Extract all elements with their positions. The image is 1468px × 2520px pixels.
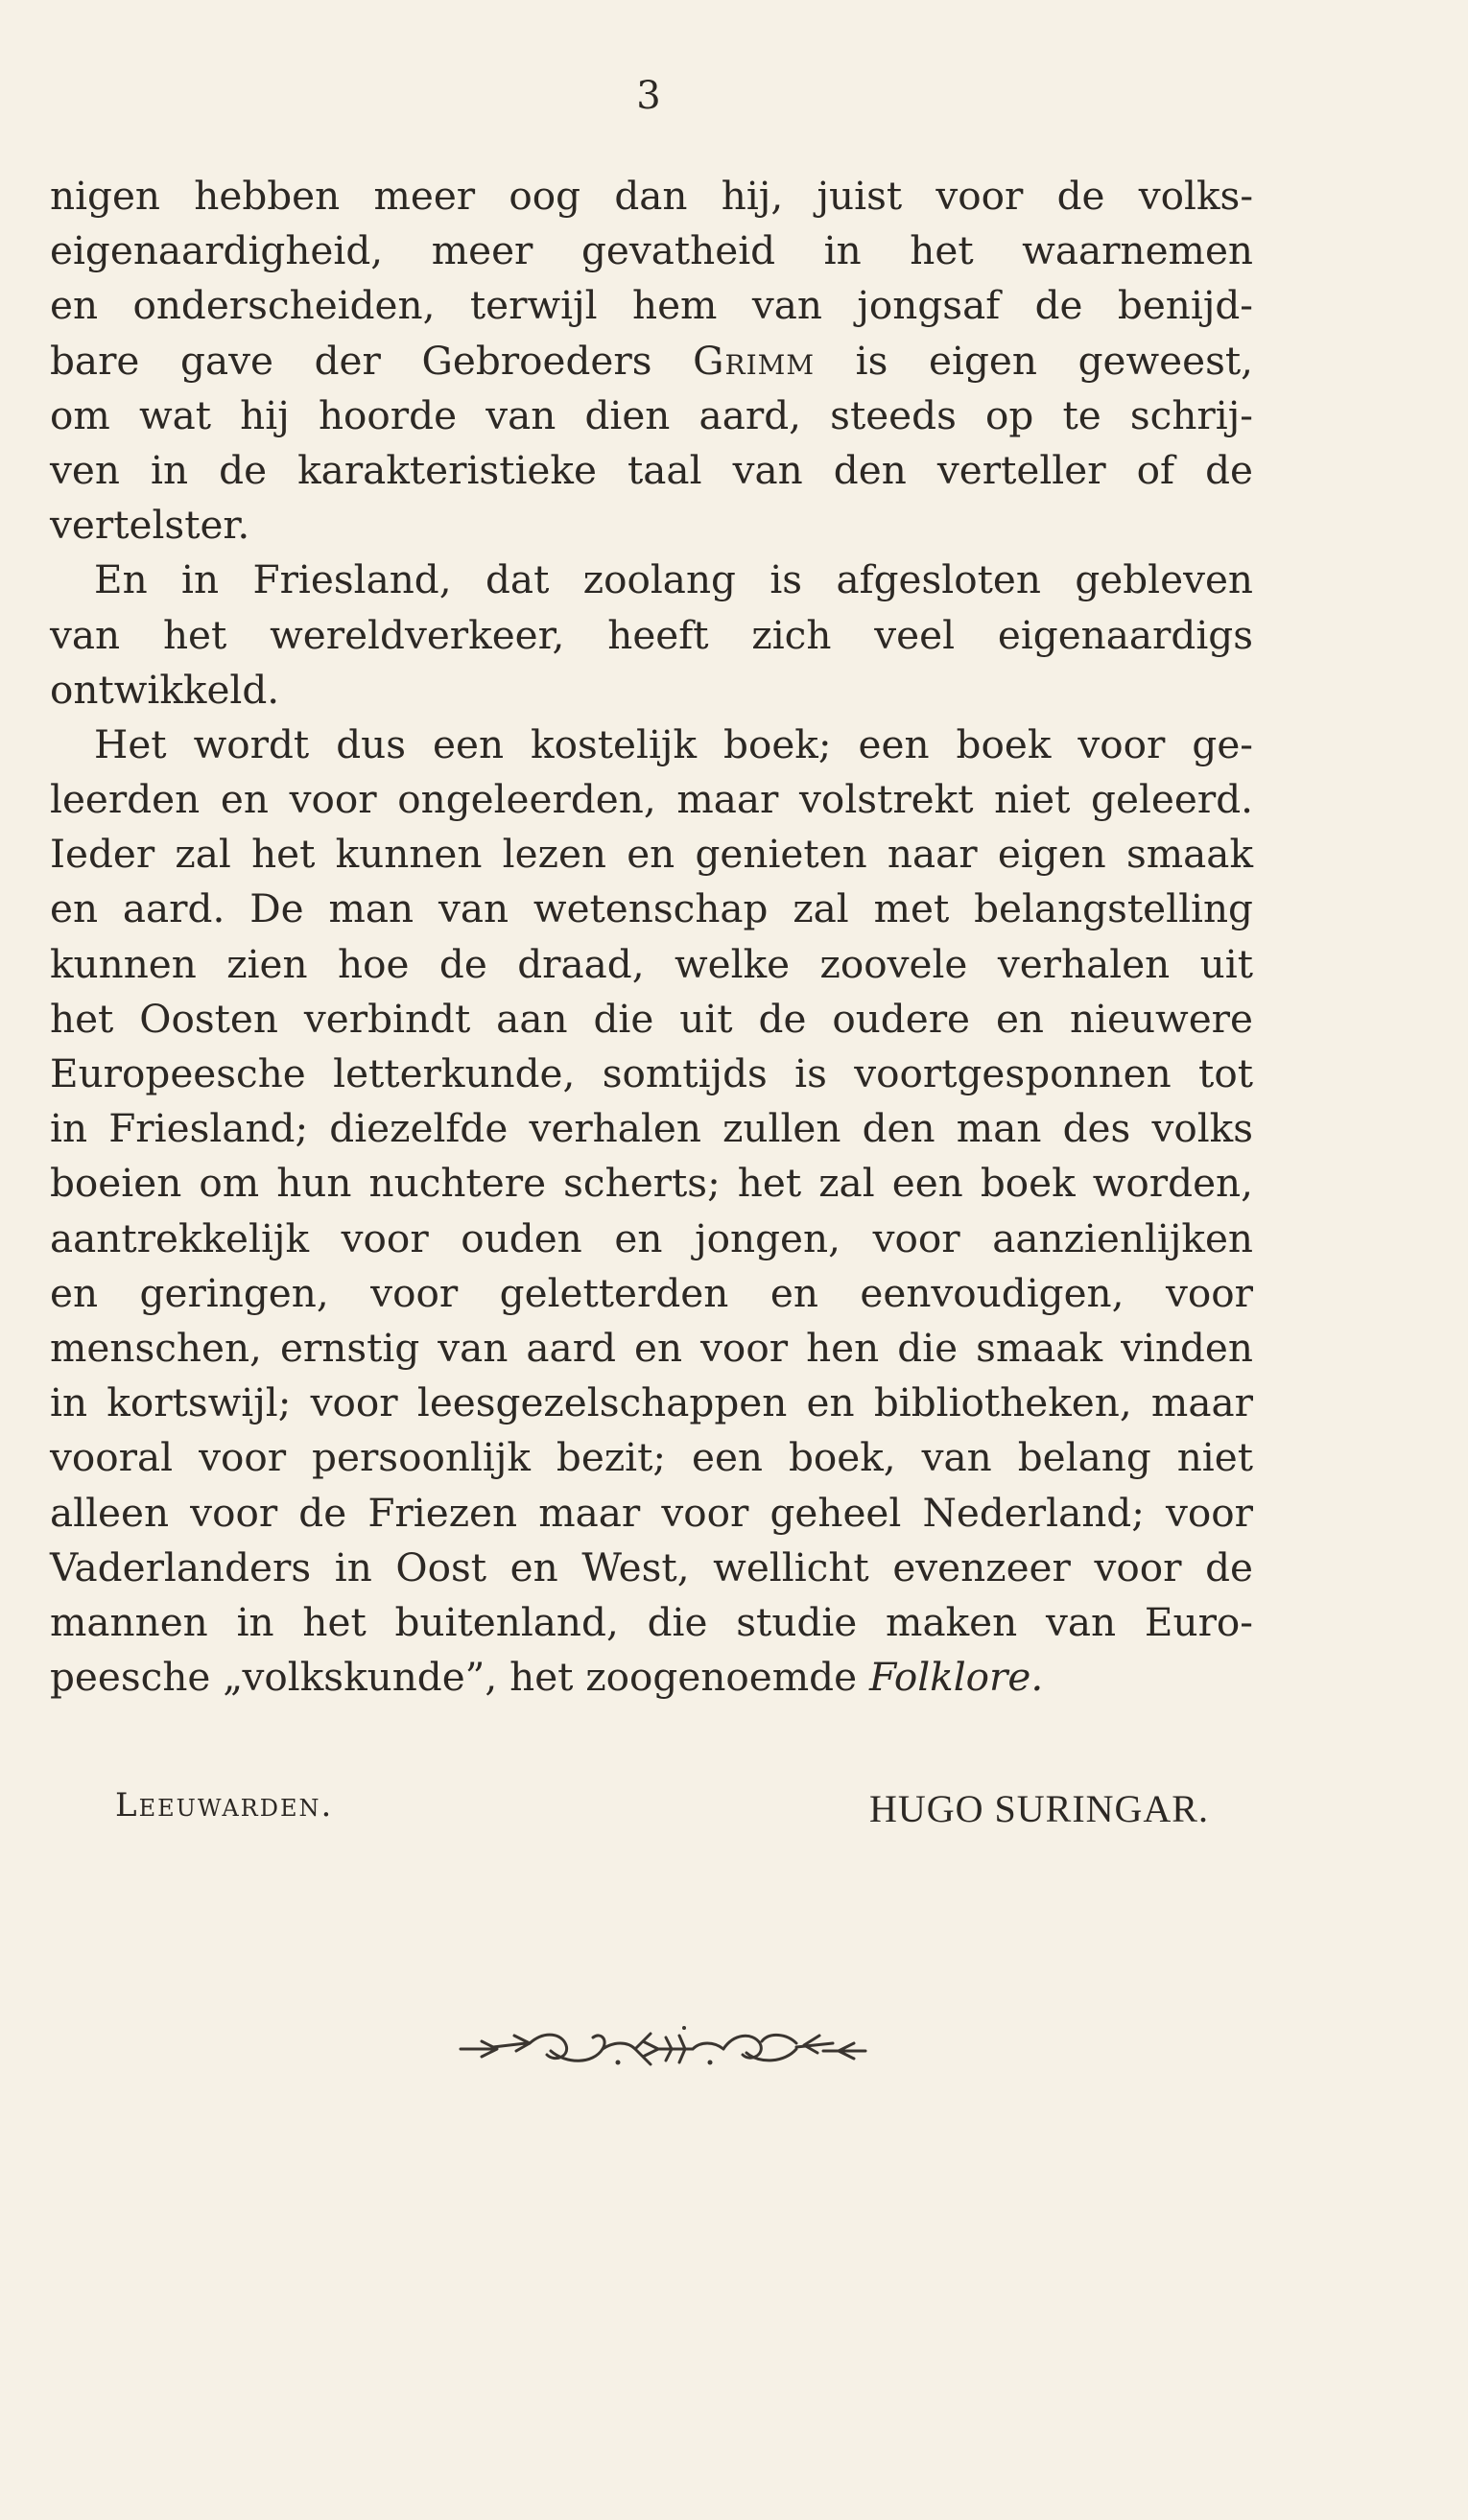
signature-author: HUGO SURINGAR. — [868, 1787, 1209, 1830]
text-line: boeien om hun nuchtere scherts; het zal een boek worden, — [50, 1160, 1253, 1207]
name-grimm: Grimm — [693, 337, 816, 384]
text-segment: peesche „volkskunde”, het zoogenoemde — [50, 1654, 858, 1701]
text-line: Vaderlanders in Oost en West, wellicht evenzeer voor de — [50, 1543, 1253, 1590]
text-line: in Friesland; diezelfde verhalen zullen den man des volks — [50, 1105, 1253, 1152]
signature-block — [115, 1786, 1209, 1844]
body-text — [50, 169, 1253, 1705]
text-line: nigen hebben meer oog dan hij, juist voor de volks- — [50, 173, 1253, 219]
text-line: en aard. De man van wetenschap zal met belangstelling — [50, 885, 1253, 932]
text-line: van het wereldverkeer, heeft zich veel eigenaardigs — [50, 611, 1253, 658]
text-line: alleen voor de Friezen maar voor geheel Nederland; voor — [50, 1489, 1253, 1536]
signature-place: Leeuwarden. — [115, 1786, 334, 1825]
text-line: Ieder zal het kunnen lezen en genieten naar eigen smaak — [50, 831, 1253, 878]
text-line: en geringen, voor geletterden en eenvoudigen, voor — [50, 1269, 1253, 1316]
text-line: menschen, ernstig van aard en voor hen die smaak vinden — [50, 1324, 1253, 1371]
text-line: het Oosten verbindt aan die uit de oudere en nieuwere — [50, 995, 1253, 1042]
text-line: En in Friesland, dat zoolang is afgesloten gebleven — [94, 556, 1253, 603]
text-line: in kortswijl; voor leesgezelschappen en bibliotheken, maar — [50, 1379, 1253, 1426]
text-line: aantrekkelijk voor ouden en jongen, voor aanzienlijken — [50, 1214, 1253, 1261]
text-line: en onderscheiden, terwijl hem van jongsaf de benijd- — [50, 282, 1253, 329]
text-line: kunnen zien hoe de draad, welke zoovele verhalen uit — [50, 940, 1253, 987]
text-line: vooral voor persoonlijk bezit; een boek, van belang niet — [50, 1434, 1253, 1481]
text-segment: bare gave der Gebroeders — [50, 337, 652, 384]
text-line: om wat hij hoorde van dien aard, steeds op te schrij- — [50, 391, 1253, 438]
text-line: Het wordt dus een kostelijk boek; een boek voor ge- — [94, 720, 1253, 767]
text-line — [50, 1650, 1253, 1705]
floral-ornament-icon — [459, 2020, 867, 2082]
text-line: leerden en voor ongeleerden, maar volstrekt niet geleerd. — [50, 776, 1253, 823]
text-line: mannen in het buitenland, die studie maken van Euro- — [50, 1598, 1253, 1645]
text-line: ontwikkeld. — [50, 666, 280, 713]
text-line: ven in de karakteristieke taal van den verteller of de — [50, 446, 1253, 493]
folklore-term: Folklore. — [868, 1654, 1044, 1701]
text-line — [50, 334, 1253, 389]
page-number: 3 — [636, 74, 661, 118]
text-segment: is eigen geweest, — [855, 337, 1254, 384]
text-line: vertelster. — [50, 502, 250, 549]
text-line: eigenaardigheid, meer gevatheid in het waarnemen — [50, 227, 1253, 274]
text-line: Europeesche letterkunde, somtijds is voortgesponnen tot — [50, 1050, 1253, 1096]
